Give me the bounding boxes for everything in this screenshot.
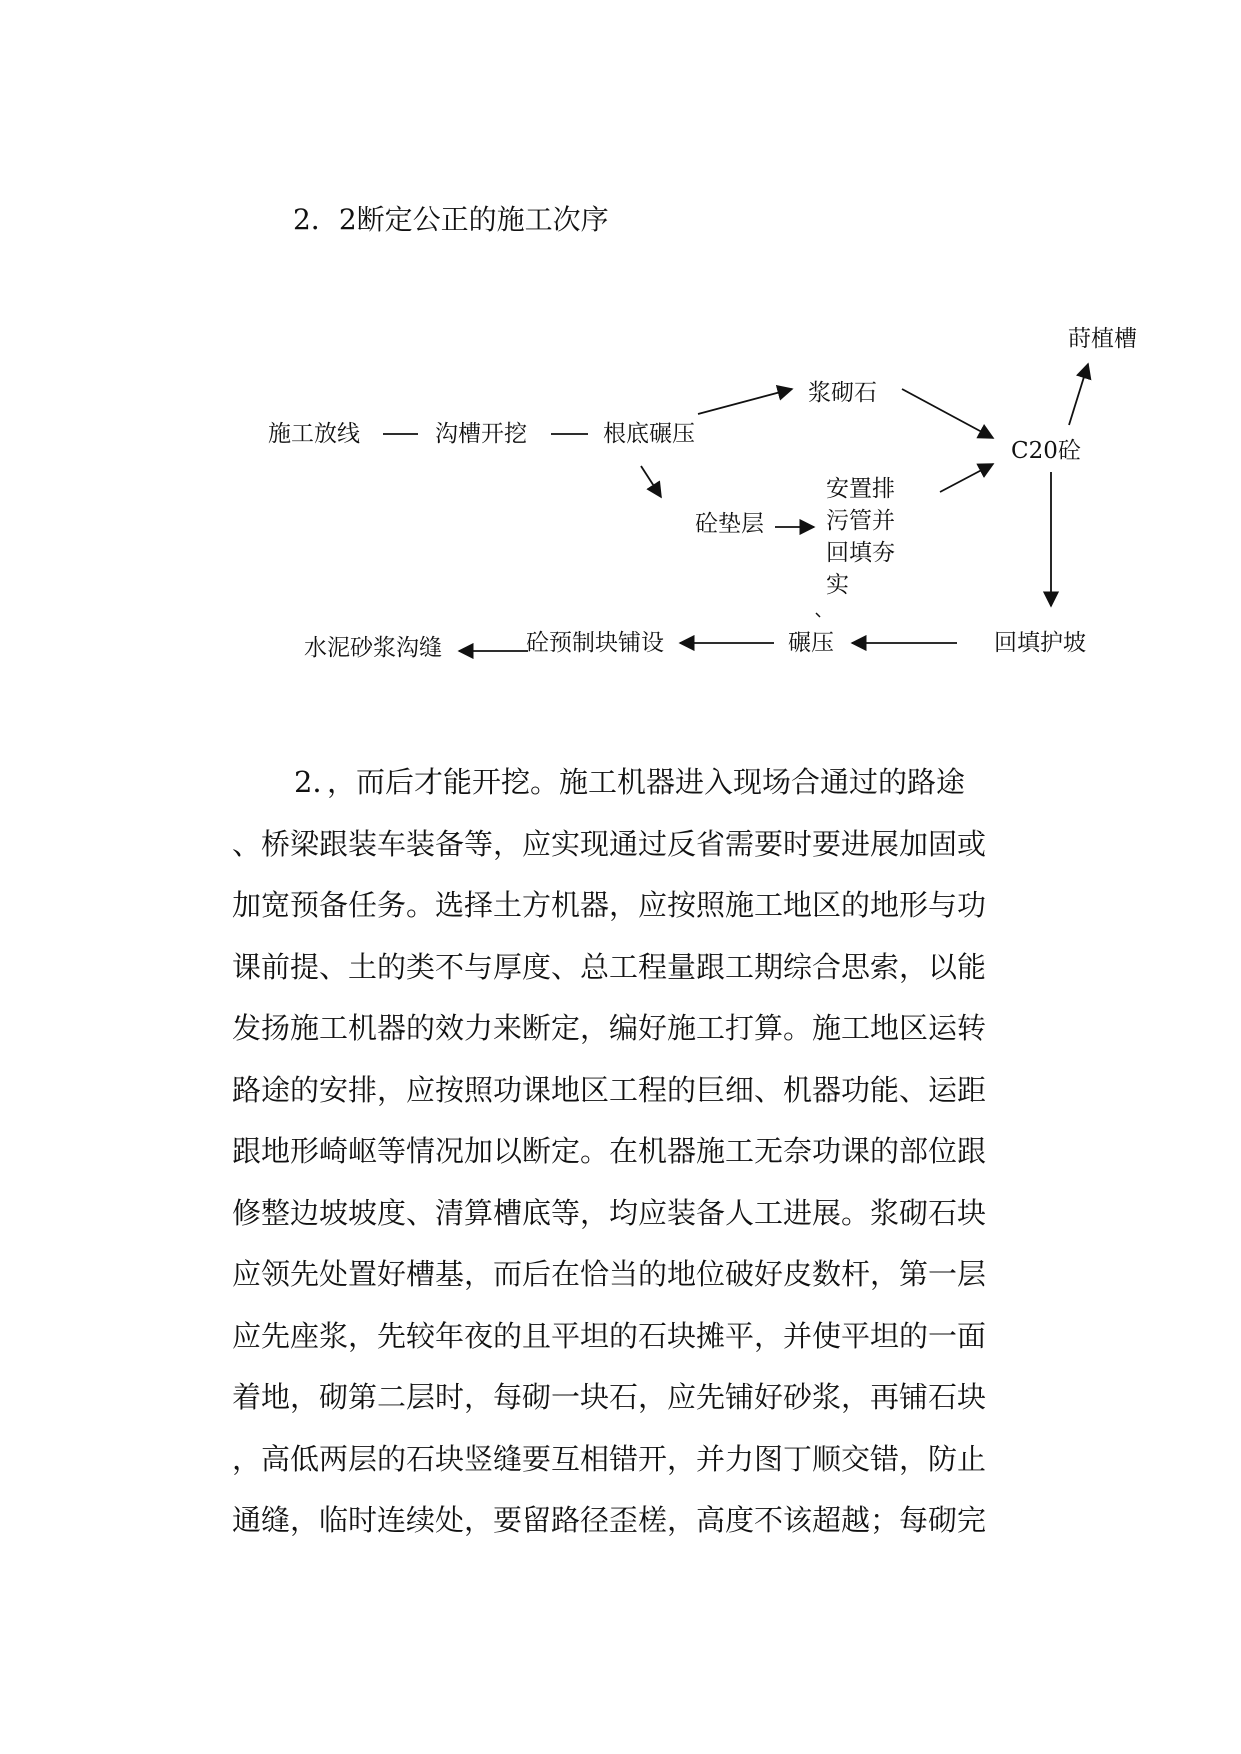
body-line: 应领先处置好槽基，而后在恰当的地位破好皮数杆，第一层 xyxy=(232,1257,987,1291)
body-line: 路途的安排，应按照功课地区工程的巨细、机器功能、运距 xyxy=(232,1072,987,1107)
node-yuzhi-kuai-pushe: 砼预制块铺设 xyxy=(526,630,664,656)
node-huitian-hupo: 回填护坡 xyxy=(994,630,1086,656)
arrow-gendi-to-tongdian xyxy=(641,466,661,497)
node-shigong-fangxian: 施工放线 xyxy=(268,421,360,447)
section-heading: 2．2断定公正的施工次序 xyxy=(293,203,609,236)
body-line: 加宽预备任务。选择土方机器，应按照施工地区的地形与功 xyxy=(232,888,987,922)
body-line: 通缝，临时连续处，要留路径歪槎，高度不该超越；每砌完 xyxy=(232,1503,987,1537)
node-shuini-gouf: 水泥砂浆沟缝 xyxy=(304,635,442,661)
arrow-jiangqishi-to-c20 xyxy=(902,389,993,438)
stray-mark xyxy=(816,613,820,617)
body-line: 应先座浆，先较年夜的且平坦的石块摊平，并使平坦的一面 xyxy=(232,1318,987,1353)
node-goucao-kaiwa: 沟槽开挖 xyxy=(435,421,527,447)
arrow-c20-to-shizhi xyxy=(1069,364,1088,425)
body-line: 修整边坡坡度、清算槽底等，均应装备人工进展。浆砌石块 xyxy=(232,1195,987,1230)
flowchart-connectors xyxy=(0,0,1241,720)
construction-sequence-flowchart xyxy=(0,0,1241,720)
node-tong-dianceng: 砼垫层 xyxy=(695,511,764,537)
arrow-gendi-to-jiangqishi xyxy=(698,389,792,414)
body-line: 课前提、土的类不与厚度、总工程量跟工期综合思索，以能 xyxy=(232,949,987,984)
body-line: 、桥梁跟装车装备等，应实现通过反省需要时要进展加固或 xyxy=(232,826,987,861)
node-anzhi-paiwuguan: 安置排污管并回填夯实 xyxy=(826,476,895,598)
node-shizhi-cao: 莳植槽 xyxy=(1068,326,1137,352)
body-line: 着地，砌第二层时，每砌一块石，应先铺好砂浆，再铺石块 xyxy=(232,1380,987,1414)
body-line: 2．，而后才能开挖。施工机器进入现场合通过的路途 xyxy=(294,765,965,799)
body-line: 跟地形崎岖等情况加以断定。在机器施工无奈功课的部位跟 xyxy=(232,1134,987,1168)
node-c20-tong: C20砼 xyxy=(1011,438,1081,464)
node-gendi-nianya: 根底碾压 xyxy=(603,421,695,447)
body-line: ，高低两层的石块竖缝要互相错开，并力图丁顺交错，防止 xyxy=(232,1441,987,1476)
node-jiang-qishi: 浆砌石 xyxy=(808,380,877,406)
node-nianya: 碾压 xyxy=(788,630,834,656)
body-line: 发扬施工机器的效力来断定，编好施工打算。施工地区运转 xyxy=(232,1011,987,1045)
arrow-anzhi-to-c20 xyxy=(940,464,993,492)
body-paragraph xyxy=(232,752,1042,1552)
